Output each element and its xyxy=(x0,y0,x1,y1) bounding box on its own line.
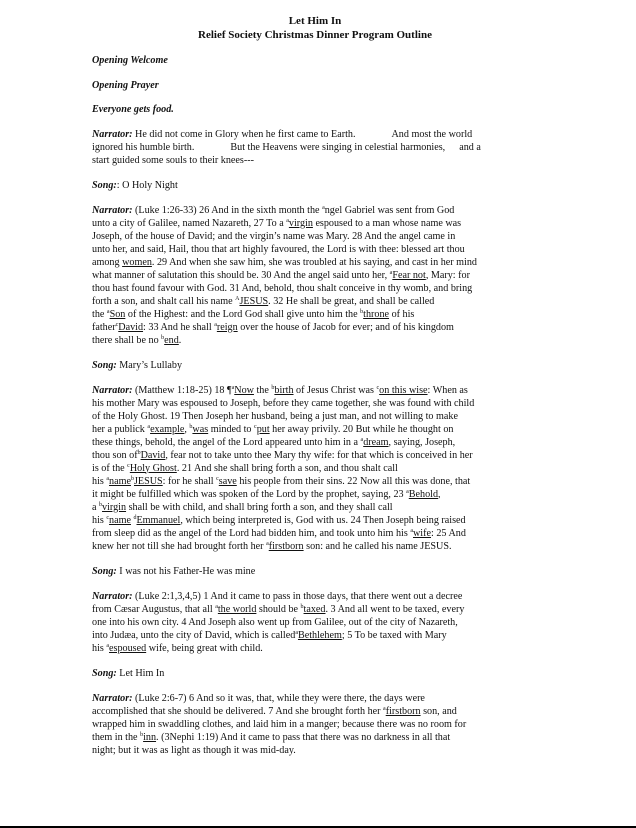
text-line xyxy=(92,527,538,540)
text-line xyxy=(92,603,538,616)
text-span: his mother Mary was espoused to Joseph, before they came together, she was found with child xyxy=(92,397,475,409)
text-span: these things, behold, the angel of the Lord appeared unto him in a xyxy=(92,436,361,448)
cross-reference-link: Fear not xyxy=(392,269,426,281)
text-span: his people from their sins. 22 Now all this was done, that xyxy=(236,475,471,487)
title-line-2: Relief Society Christmas Dinner Program Outline xyxy=(198,29,432,41)
cross-reference-link: David xyxy=(118,321,144,333)
footnote-marker: d xyxy=(133,514,137,521)
footnote-marker: b xyxy=(130,475,134,482)
text-span: the xyxy=(253,384,272,396)
text-line xyxy=(92,540,538,553)
narration-matthew-1 xyxy=(92,384,538,553)
text-line xyxy=(92,269,538,282)
text-span: his xyxy=(92,642,107,654)
text-span: But the Heavens were singing in celestial harmonies, xyxy=(230,141,446,153)
text-span: Mary’s Lullaby xyxy=(116,359,183,371)
footnote-marker: b xyxy=(300,603,304,610)
text-span: son: and he called his name JESUS. xyxy=(303,540,452,552)
text-line xyxy=(92,295,538,308)
text-line xyxy=(92,667,538,680)
text-span: his xyxy=(92,514,107,526)
text-span: , Mary: for xyxy=(425,269,470,281)
cross-reference-link: firstborn xyxy=(385,705,421,717)
text-line xyxy=(92,565,538,578)
footnote-marker: c xyxy=(376,384,380,391)
cross-reference-link: virgin xyxy=(288,217,313,229)
text-span: He did not come in Glory when he first came to Earth. xyxy=(135,128,356,140)
narrator-label: Narrator: xyxy=(92,384,133,396)
cross-reference-link: the world xyxy=(217,603,257,615)
cross-reference-link: virgin xyxy=(102,501,127,513)
cross-reference-link: name xyxy=(109,475,131,487)
text-span: . 32 He shall be great, and shall be called xyxy=(268,295,435,307)
text-span: (Luke 2:6-7) 6 And so it was, that, while they were there, the days were xyxy=(135,692,425,704)
narration-intro xyxy=(92,128,538,167)
footnote-marker: a xyxy=(322,204,325,211)
cross-reference-link: Son xyxy=(109,308,126,320)
footnote-marker: a xyxy=(410,527,413,534)
narrator-label: Narrator: xyxy=(92,590,133,602)
text-line xyxy=(92,128,538,141)
text-line xyxy=(92,308,538,321)
song-not-his-father xyxy=(92,565,538,578)
text-span: start guided some souls to their knees--- xyxy=(92,154,254,166)
footnote-marker: a xyxy=(106,475,110,482)
opening-prayer: Opening Prayer xyxy=(92,79,159,91)
footnote-marker: b xyxy=(360,308,364,315)
text-line xyxy=(92,359,538,372)
footnote-marker: c xyxy=(216,475,219,482)
footnote-marker: a xyxy=(106,308,110,315)
text-span: her away privily. 20 But while he thought on xyxy=(269,423,454,435)
footnote-marker: a xyxy=(406,488,409,495)
text-span: among xyxy=(92,256,123,268)
narration-luke-2-birth xyxy=(92,692,538,757)
text-line xyxy=(92,475,538,488)
text-span: ; 5 To be taxed with Mary xyxy=(341,629,447,641)
text-line xyxy=(92,629,538,642)
song-label: Song: xyxy=(92,359,117,371)
footnote-marker: b xyxy=(161,334,165,341)
cross-reference-link: firstborn xyxy=(268,540,304,552)
title-line-1: Let Him In xyxy=(288,15,342,27)
everyone-gets-food: Everyone gets food. xyxy=(92,104,174,115)
footnote-marker: b xyxy=(99,501,103,508)
text-line xyxy=(92,705,538,718)
text-span: . 21 And she shall bring forth a son, and thou shalt call xyxy=(176,462,398,474)
cross-reference-link: reign xyxy=(216,321,238,333)
footnote-marker: a xyxy=(383,705,386,712)
cross-reference-link: taxed xyxy=(303,603,326,615)
song-label: Song: xyxy=(92,179,117,191)
footnote-marker: c xyxy=(106,514,110,521)
text-span: : O Holy Night xyxy=(116,179,178,191)
cross-reference-link: espoused xyxy=(109,642,147,654)
text-span: into Judæa, unto the city of David, which is called xyxy=(92,629,296,641)
text-span: : 33 And he shall xyxy=(143,321,215,333)
footnote-marker: b xyxy=(140,731,144,738)
text-span: unto her, and said, Hail, thou that art highly favoured, the Lord is with thee: blessed art thou xyxy=(92,243,465,255)
narrator-label: Narrator: xyxy=(92,128,133,140)
footnote-marker: A xyxy=(235,295,240,302)
cross-reference-link: save xyxy=(218,475,237,487)
text-line xyxy=(92,501,538,514)
text-line xyxy=(92,204,538,217)
text-span: what manner of salutation this should be. 30 And the angel said unto her, xyxy=(92,269,390,281)
cross-reference-link: throne xyxy=(363,308,390,320)
text-line xyxy=(92,334,538,347)
opening-welcome: Opening Welcome xyxy=(92,55,168,66)
text-span: (Luke 1:26-33) 26 And in the sixth month the xyxy=(135,204,323,216)
footnote-marker: a xyxy=(360,436,364,443)
text-span: over the house of Jacob for ever; and of his kingdom xyxy=(237,321,454,333)
text-span: accomplished that she should be delivered. 7 And she brought forth her xyxy=(92,705,384,717)
text-span: ngel Gabriel was sent from God xyxy=(324,204,455,216)
footnote-marker: c xyxy=(254,423,257,430)
text-line xyxy=(92,423,538,436)
cross-reference-link: wife xyxy=(413,527,431,539)
narrator-label: Narrator: xyxy=(92,692,133,704)
cross-reference-link: end xyxy=(164,334,179,346)
narration-luke-2-taxed xyxy=(92,590,538,655)
text-line xyxy=(92,488,538,501)
text-span: should be xyxy=(256,603,301,615)
text-span: . (3Nephi 1:19) And it came to pass that there was no darkness in all that xyxy=(156,731,451,743)
text-span: wrapped him in swaddling clothes, and laid him in a manger; because there was no room for xyxy=(92,718,467,730)
text-span: , xyxy=(184,423,190,435)
text-span: them in the xyxy=(92,731,141,743)
text-line xyxy=(92,256,538,269)
cross-reference-link: women xyxy=(122,256,152,268)
footnote-marker: b xyxy=(189,423,193,430)
text-span: shall be with child, and shall bring forth a son, and they shall call xyxy=(126,501,393,513)
text-span: : 25 And xyxy=(431,527,466,539)
song-let-him-in xyxy=(92,667,538,680)
text-span: And most the world xyxy=(391,128,473,140)
cross-reference-link: Bethlehem xyxy=(297,629,342,641)
text-line xyxy=(92,179,538,192)
footnote-marker: b xyxy=(137,449,141,456)
text-span: ignored his humble birth. xyxy=(92,141,195,153)
text-line xyxy=(92,384,538,397)
text-line xyxy=(92,642,538,655)
text-span: night; but it was as light as though it was mid-day. xyxy=(92,744,296,756)
text-span: , fear not to take unto thee Mary thy wife: for that which is conceived in her xyxy=(165,449,473,461)
text-span: the xyxy=(92,308,107,320)
cross-reference-link: Behold xyxy=(408,488,439,500)
text-span: . xyxy=(178,334,182,346)
text-line xyxy=(92,590,538,603)
text-span: it might be fulfilled which was spoken of the Lord by the prophet, saying, 23 xyxy=(92,488,407,500)
footnote-marker: a xyxy=(214,321,217,328)
cross-reference-link: inn xyxy=(143,731,157,743)
footnote-marker: a xyxy=(215,603,218,610)
footnote-marker: a xyxy=(295,629,298,636)
text-span: from Cæsar Augustus, that all xyxy=(92,603,216,615)
text-span: : for he shall xyxy=(162,475,217,487)
text-line xyxy=(92,141,538,154)
text-span: of the Highest: and the Lord God shall give unto him the xyxy=(125,308,361,320)
text-span: . 3 And all went to be taxed, every xyxy=(325,603,465,615)
song-label: Song: xyxy=(92,667,117,679)
cross-reference-link: David xyxy=(140,449,166,461)
cross-reference-link: on this wise xyxy=(379,384,428,396)
cross-reference-link: Now xyxy=(234,384,254,396)
footnote-marker: a xyxy=(286,217,289,224)
text-span: from sleep did as the angel of the Lord had bidden him, and took unto him his xyxy=(92,527,411,539)
text-span: I was not his Father-He was mine xyxy=(116,565,256,577)
text-line xyxy=(92,462,538,475)
text-span: a xyxy=(92,501,100,513)
text-span: of the Holy Ghost. 19 Then Joseph her husband, being a just man, and not willing to make xyxy=(92,410,458,422)
text-span: forth a son, and shalt call his name xyxy=(92,295,236,307)
cross-reference-link: Holy Ghost xyxy=(129,462,177,474)
footnote-marker: c xyxy=(127,462,130,469)
text-line xyxy=(92,436,538,449)
text-span: thou son of xyxy=(92,449,138,461)
text-span: thou hast found favour with God. 31 And, behold, thou shalt conceive in thy womb, and bring xyxy=(92,282,473,294)
text-line xyxy=(92,217,538,230)
song-label: Song: xyxy=(92,565,117,577)
text-span: (Matthew 1:18-25) 18 ¶ xyxy=(135,384,232,396)
text-span: , xyxy=(438,488,441,500)
text-span: minded to xyxy=(208,423,255,435)
document-title xyxy=(92,14,538,42)
cross-reference-link: JESUS xyxy=(239,295,269,307)
text-span: of Jesus Christ was xyxy=(293,384,377,396)
cross-reference-link: Emmanuel xyxy=(136,514,181,526)
text-span: father xyxy=(92,321,116,333)
text-span: his xyxy=(92,475,107,487)
text-span: son, and xyxy=(420,705,457,717)
song-o-holy-night xyxy=(92,179,538,192)
cross-reference-link: was xyxy=(192,423,209,435)
footnote-marker: a xyxy=(231,384,235,391)
text-line xyxy=(92,731,538,744)
cross-reference-link: put xyxy=(256,423,270,435)
footnote-marker: a xyxy=(266,540,269,547)
footnote-marker: a xyxy=(389,269,393,276)
text-span: , which being interpreted is, God with us. 24 Then Joseph being raised xyxy=(180,514,466,526)
cross-reference-link: JESUS xyxy=(133,475,163,487)
text-span: . 29 And when she saw him, she was troubled at his saying, and cast in her mind xyxy=(151,256,477,268)
cross-reference-link: name xyxy=(109,514,131,526)
text-span: wife, being great with child. xyxy=(146,642,263,654)
text-line xyxy=(92,449,538,462)
song-marys-lullaby xyxy=(92,359,538,372)
text-span: knew her not till she had brought forth her xyxy=(92,540,267,552)
text-span: is of the xyxy=(92,462,128,474)
text-span: of his xyxy=(389,308,415,320)
text-span: Let Him In xyxy=(116,667,165,679)
text-span: unto a city of Galilee, named Nazareth, 27 To a xyxy=(92,217,287,229)
program-page xyxy=(92,14,538,769)
text-span: there shall be no xyxy=(92,334,162,346)
footnote-marker: c xyxy=(115,321,119,328)
text-line xyxy=(92,692,538,705)
text-line xyxy=(92,514,538,527)
cross-reference-link: birth xyxy=(274,384,294,396)
narration-luke-1 xyxy=(92,204,538,347)
footnote-marker: a xyxy=(147,423,151,430)
text-span: Joseph, of the house of David; and the virgin’s name was Mary. 28 And the angel came in xyxy=(92,230,456,242)
footnote-marker: b xyxy=(271,384,275,391)
text-span: espoused to a man whose name was xyxy=(312,217,462,229)
text-span: , saying, Joseph, xyxy=(388,436,456,448)
cross-reference-link: dream xyxy=(363,436,389,448)
text-span: one into his own city. 4 And Joseph also went up from Galilee, out of the city of Nazareth, xyxy=(92,616,458,628)
narrator-label: Narrator: xyxy=(92,204,133,216)
text-span: : When as xyxy=(427,384,468,396)
footnote-marker: a xyxy=(106,642,110,649)
text-span: (Luke 2:1,3,4,5) 1 And it came to pass in those days, that there went out a decree xyxy=(135,590,463,602)
text-line xyxy=(92,321,538,334)
text-span: her a publick xyxy=(92,423,148,435)
cross-reference-link: example xyxy=(150,423,185,435)
text-span: and a xyxy=(459,141,481,153)
